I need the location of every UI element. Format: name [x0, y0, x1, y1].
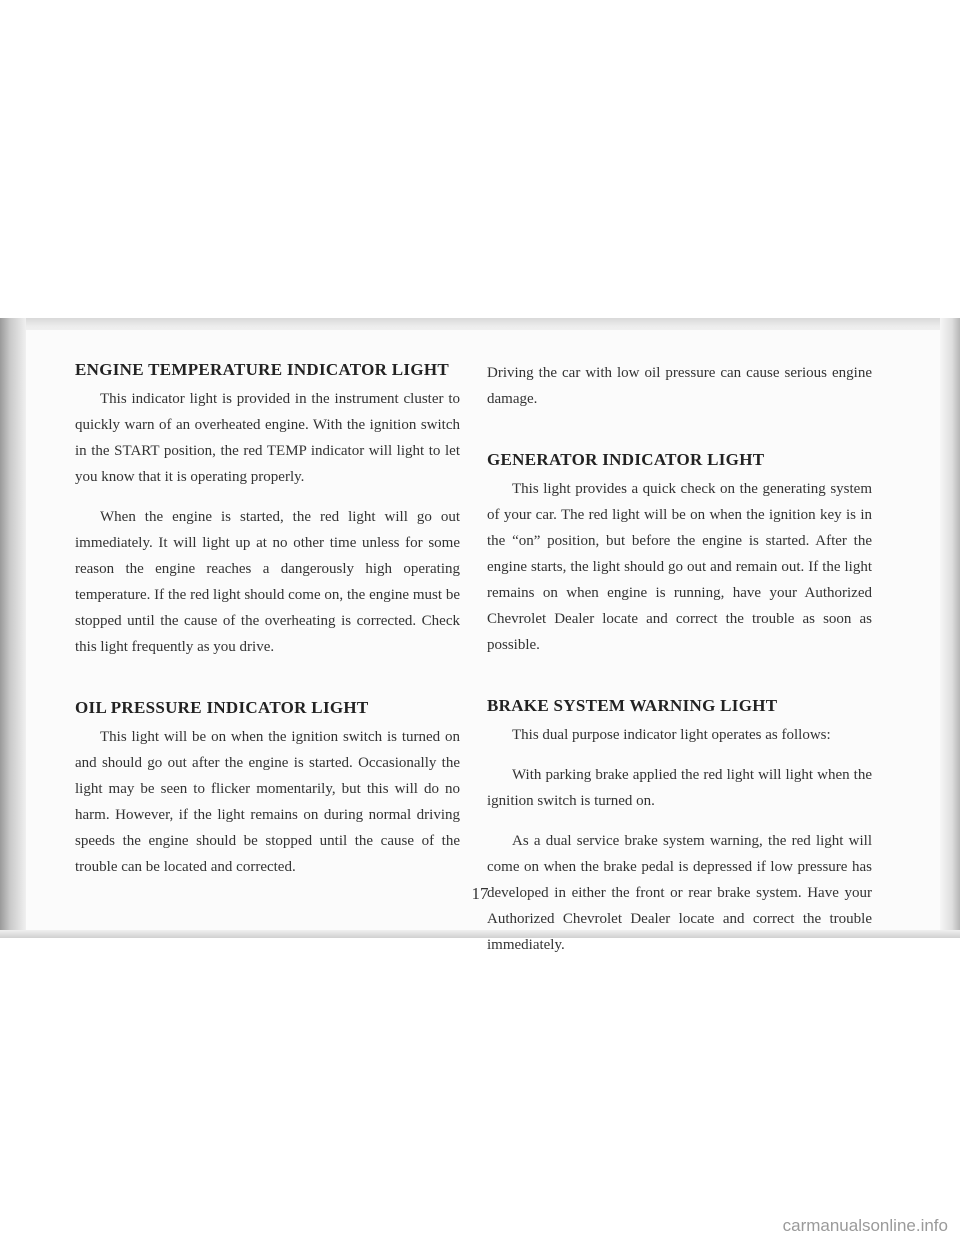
brake-system-heading: BRAKE SYSTEM WARNING LIGHT: [487, 696, 778, 715]
page-edge-right: [940, 318, 960, 936]
engine-temperature-paragraph-2: When the engine is started, the red light will go out immediately. It will light up at no other time unless for some reason the engine reaches a dangerously high operating temperature. If the red light should come on, the engine must be stopped until the cause of the overheating is corrected. Check this light frequently as you drive.: [75, 509, 460, 655]
engine-temperature-section: [75, 360, 460, 660]
generator-section: [487, 450, 872, 658]
page-number: 17: [471, 884, 489, 903]
oil-pressure-continued-paragraph: Driving the car with low oil pressure can cause serious engine damage.: [487, 365, 872, 407]
left-column: [75, 360, 460, 894]
section-spacer: [487, 426, 872, 450]
watermark-text: carmanualsonline.info: [782, 1216, 948, 1235]
section-spacer: [487, 672, 872, 696]
right-column: [487, 360, 872, 972]
oil-pressure-paragraph-1: This light will be on when the ignition switch is turned on and should go out after the engine is started. Occasionally the light may be seen to flicker momentarily, but this will do no harm. However, if the light remains on during normal driving speeds the engine should be stopped until the cause of the trouble can be located and corrected.: [75, 729, 460, 875]
engine-temperature-heading: ENGINE TEMPERATURE INDICATOR LIGHT: [75, 360, 450, 379]
generator-heading: GENERATOR INDICATOR LIGHT: [487, 450, 765, 469]
oil-pressure-section: [75, 698, 460, 880]
engine-temperature-paragraph-1: This indicator light is provided in the instrument cluster to quickly warn of an overheated engine. With the ignition switch in the START position, the red TEMP indicator will light to let you know that it is operating properly.: [75, 391, 460, 485]
brake-system-paragraph-2: With parking brake applied the red light will light when the ignition switch is turned on.: [487, 767, 872, 809]
brake-system-section: [487, 696, 872, 958]
section-spacer: [75, 674, 460, 698]
brake-system-paragraph-3: As a dual service brake system warning, the red light will come on when the brake pedal is depressed if low pressure has developed in either the front or rear brake system. Have your Authorized Chevrolet Dealer locate and correct the trouble immediately.: [487, 833, 872, 953]
oil-pressure-heading: OIL PRESSURE INDICATOR LIGHT: [75, 698, 369, 717]
brake-system-paragraph-1: This dual purpose indicator light operates as follows:: [512, 727, 831, 743]
generator-paragraph-1: This light provides a quick check on the generating system of your car. The red light will be on when the ignition key is in the “on” position, but before the engine is started. After the engine starts, the light should go out and remain out. If the light remains on when engine is running, have your Authorized Chevrolet Dealer locate and correct the trouble as soon as possible.: [487, 481, 872, 653]
binding-shadow-left: [0, 318, 26, 936]
